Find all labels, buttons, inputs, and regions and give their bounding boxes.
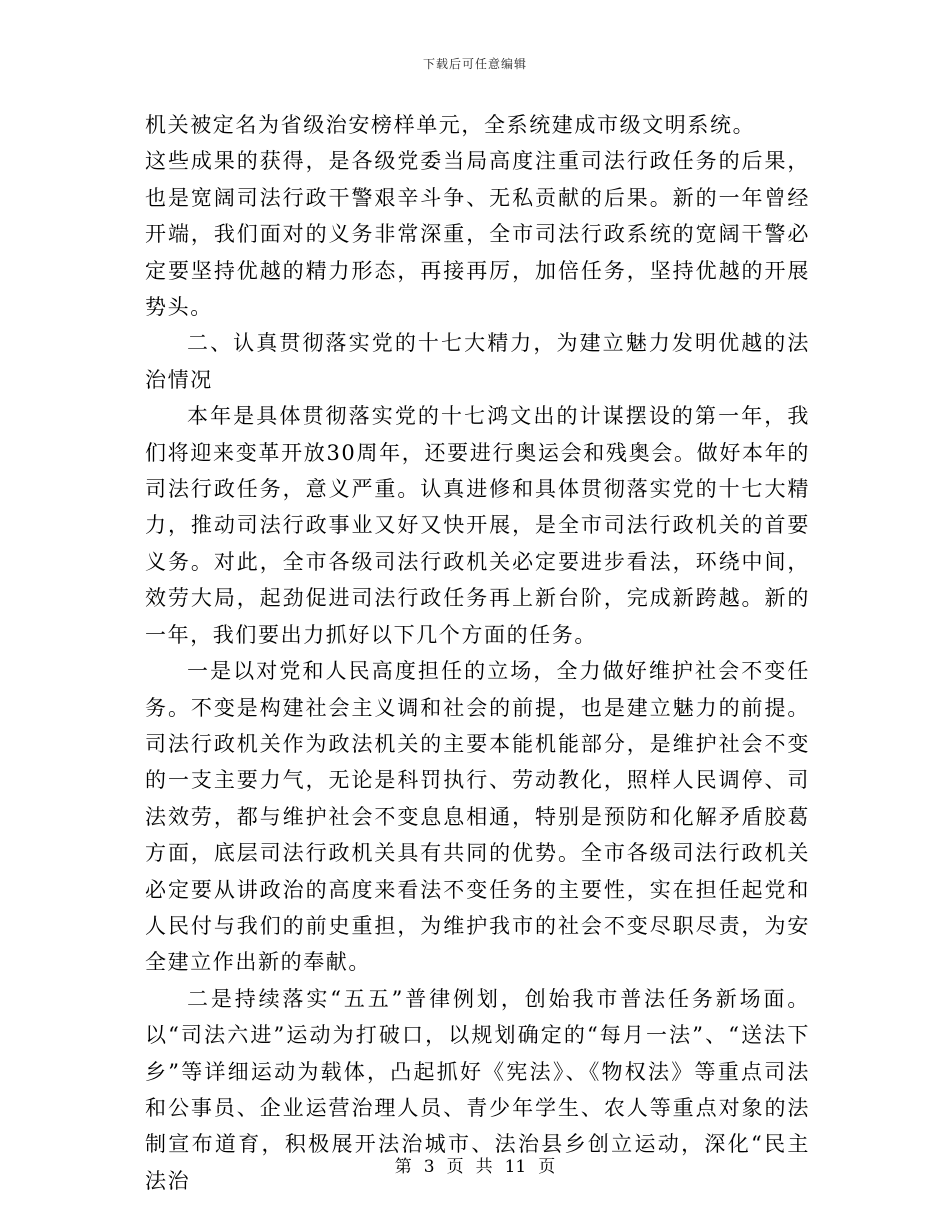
body-text: [145, 107, 810, 1199]
footer-page-number: 3: [423, 1157, 435, 1177]
section-heading: 二、认真贯彻落实党的十七大精力，为建立魅力发明优越的法治情况: [145, 331, 810, 392]
paragraph-2: 这些成果的获得，是各级党委当局高度注重司法行政任务的后果，也是宽阔司法行政干警艰辛斗争、无私贡献的后果。新的一年曾经开端，我们面对的义务非常深重，全市司法行政系统的宽阔干警必定要坚持优越的精力形态，再接再厉，加倍任务，坚持优越的开展势头。: [145, 149, 810, 320]
header-note: 下载后可任意编辑: [422, 57, 527, 71]
footer-total-prefix: 共: [475, 1157, 493, 1177]
footer-total-pages: 11: [504, 1157, 527, 1177]
footer-suffix: 页: [538, 1157, 556, 1177]
footer-page-word: 页: [446, 1157, 464, 1177]
page-footer: [0, 1152, 950, 1177]
paragraph-4: 一是以对党和人民高度担任的立场，全力做好维护社会不变任务。不变是构建社会主义调和社会的前提，也是建立魅力的前提。司法行政机关作为政法机关的主要本能机能部分，是维护社会不变的一支主要力气，无论是科罚执行、劳动教化，照样人民调停、司法效劳，都与维护社会不变息息相通，特别是预防和化解矛盾胶葛方面，底层司法行政机关具有共同的优势。全市各级司法行政机关必定要从讲政治的高度来看法不变任务的主要性，实在担任起党和人民付与我们的前史重担，为维护我市的社会不变尽职尽责，为安全建立作出新的奉献。: [145, 659, 810, 975]
paragraph-1: 机关被定名为省级治安榜样单元，全系统建成市级文明系统。: [145, 113, 756, 137]
paragraph-3: 本年是具体贯彻落实党的十七鸿文出的计谋摆设的第一年，我们将迎来变革开放30周年，还要进行奥运会和残奥会。做好本年的司法行政任务，意义严重。认真进修和具体贯彻落实党的十七大精力，推动司法行政事业又好又快开展，是全市司法行政机关的首要义务。对此，全市各级司法行政机关必定要进步看法，环绕中间，效劳大局，起劲促进司法行政任务再上新台阶，完成新跨越。新的一年，我们要出力抓好以下几个方面的任务。: [145, 404, 810, 647]
footer-prefix: 第: [394, 1157, 412, 1177]
paragraph-5: 二是持续落实“五五”普律例划，创始我市普法任务新场面。以“司法六进”运动为打破口，以规划确定的“每月一法”、“送法下乡”等详细运动为载体，凸起抓好《宪法》、《物权法》等重点司法和公事员、企业运营治理人员、青少年学生、农人等重点对象的法制宣布道育，积极展开法治城市、法治县乡创立运动，深化“民主法治: [145, 986, 810, 1193]
